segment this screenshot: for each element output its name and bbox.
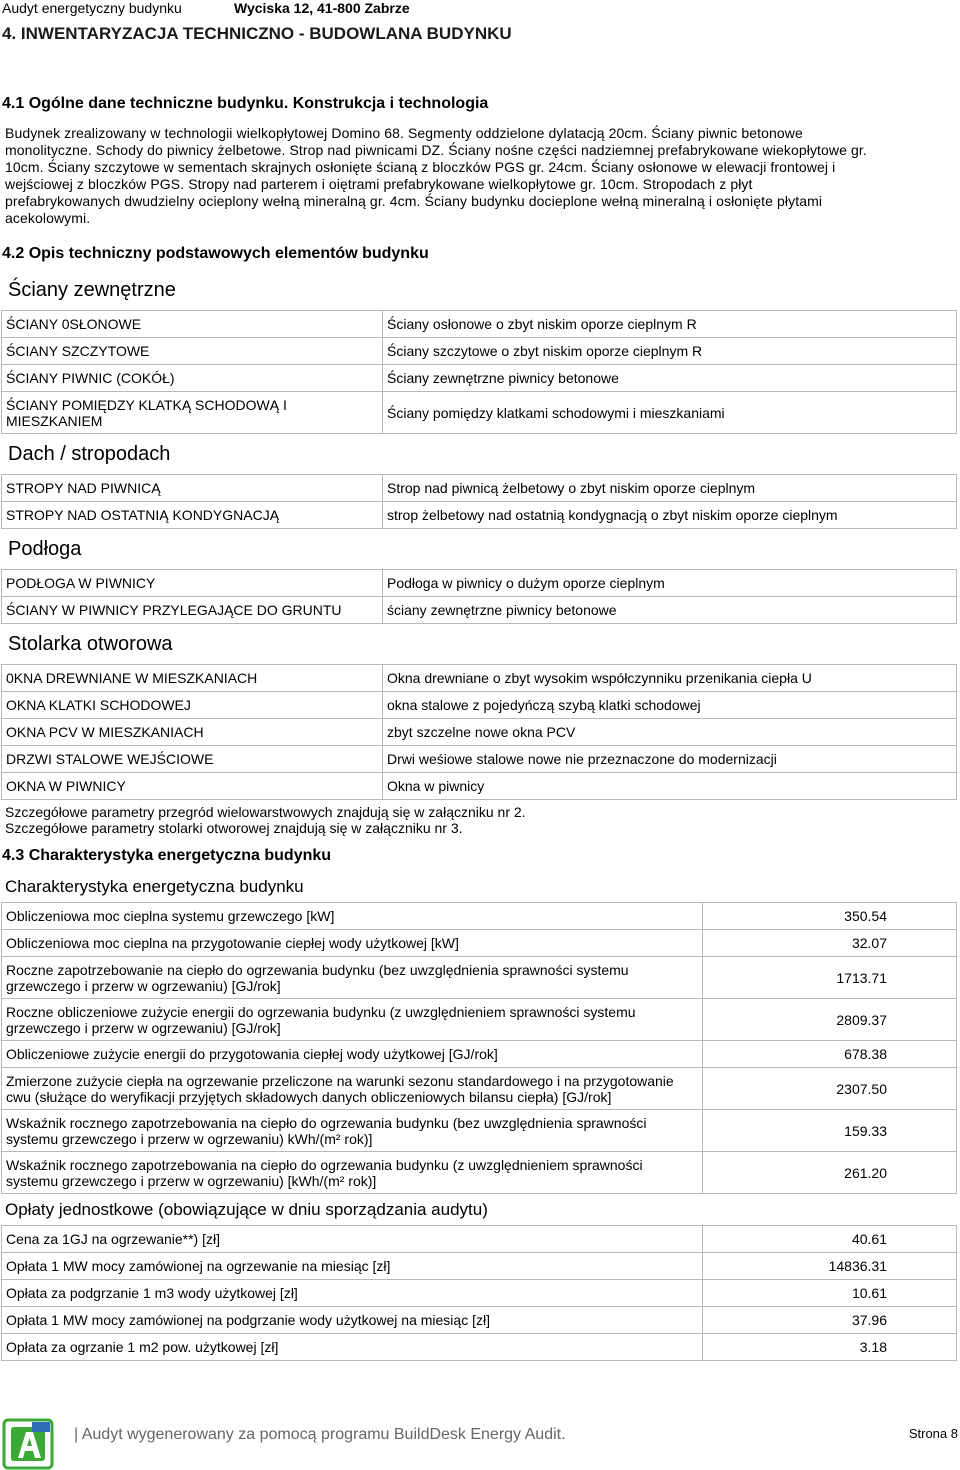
table-row: [2, 365, 957, 392]
table-row: [2, 719, 957, 746]
element-name: PODŁOGA W PIWNICY: [2, 570, 383, 597]
parameter-value: 159.33: [703, 1110, 957, 1152]
parameter-value: 2809.37: [703, 999, 957, 1041]
table-row: [2, 338, 957, 365]
header-address: Wyciska 12, 41-800 Zabrze: [234, 0, 410, 16]
parameter-label: Obliczeniowa moc cieplna systemu grzewczego [kW]: [2, 903, 703, 930]
note-line: Szczegółowe parametry stolarki otworowej znajdują się w załączniku nr 3.: [5, 820, 463, 836]
table-row: [2, 311, 957, 338]
section-4-1-text: [5, 125, 945, 227]
element-name: OKNA W PIWNICY: [2, 773, 383, 800]
roof-table: [1, 474, 957, 529]
table-row: [2, 903, 957, 930]
text-line: Budynek zrealizowany w technologii wielkopłytowej Domino 68. Segmenty oddzielone dylatacją 20cm. Ściany piwnic betonowe: [5, 125, 803, 141]
table-row: [2, 1307, 957, 1334]
parameter-value: 678.38: [703, 1041, 957, 1068]
element-name: OKNA KLATKI SCHODOWEJ: [2, 692, 383, 719]
fee-value: 40.61: [703, 1226, 957, 1253]
energy-table: [1, 902, 957, 1194]
section-4-3-title: 4.3 Charakterystyka energetyczna budynku: [2, 847, 332, 864]
element-desc: okna stalowe z pojedyńczą szybą klatki schodowej: [383, 692, 957, 719]
floor-heading: Podłoga: [8, 538, 82, 560]
table-row: [2, 1068, 957, 1110]
fee-label: Cena za 1GJ na ogrzewanie**) [zł]: [2, 1226, 703, 1253]
fees-heading: Opłaty jednostkowe (obowiązujące w dniu sporządzania audytu): [5, 1200, 488, 1219]
table-row: [2, 1152, 957, 1194]
parameter-value: 350.54: [703, 903, 957, 930]
element-desc: Ściany zewnętrzne piwnicy betonowe: [383, 365, 957, 392]
table-row: [2, 597, 957, 624]
element-desc: Okna w piwnicy: [383, 773, 957, 800]
table-row: [2, 475, 957, 502]
element-desc: Okna drewniane o zbyt wysokim współczynniku przenikania ciepła U: [383, 665, 957, 692]
element-desc: ściany zewnętrzne piwnicy betonowe: [383, 597, 957, 624]
parameter-label: Obliczeniowe zużycie energii do przygotowania ciepłej wody użytkowej [GJ/rok]: [2, 1041, 703, 1068]
element-desc: strop żelbetowy nad ostatnią kondygnacją o zbyt niskim oporze cieplnym: [383, 502, 957, 529]
fee-value: 10.61: [703, 1280, 957, 1307]
header-left: Audyt energetyczny budynku: [2, 0, 182, 16]
element-desc: zbyt szczelne nowe okna PCV: [383, 719, 957, 746]
attachment-notes: [5, 804, 526, 836]
page-title: 4. INWENTARYZACJA TECHNICZNO - BUDOWLANA BUDYNKU: [2, 24, 512, 43]
text-line: wejściowej z bloczków PGS. Stropy nad parterem i oiętrami prefabrykowane wielkopłytowe gr. 10cm. Stropodach z płyt: [5, 176, 753, 192]
element-name: STROPY NAD PIWNICĄ: [2, 475, 383, 502]
element-desc: Strop nad piwnicą żelbetowy o zbyt niskim oporze cieplnym: [383, 475, 957, 502]
walls-table: [1, 310, 957, 434]
energy-heading: Charakterystyka energetyczna budynku: [5, 877, 304, 896]
fee-value: 14836.31: [703, 1253, 957, 1280]
parameter-label: Obliczeniowa moc cieplna na przygotowanie ciepłej wody użytkowej [kW]: [2, 930, 703, 957]
footer-text: | Audyt wygenerowany za pomocą programu BuildDesk Energy Audit.: [74, 1426, 566, 1443]
table-row: [2, 1334, 957, 1361]
text-line: prefabrykowanych dwudzielny ocieplony wełną mineralną gr. 4cm. Ściany budynku docieplone wełną mineralną i osłonięte płytami: [5, 193, 823, 209]
floor-table: [1, 569, 957, 624]
element-desc: Drwi weśiowe stalowe nowe nie przeznaczone do modernizacji: [383, 746, 957, 773]
fee-label: Opłata 1 MW mocy zamówionej na ogrzewanie na miesiąc [zł]: [2, 1253, 703, 1280]
parameter-label: Roczne obliczeniowe zużycie energii do ogrzewania budynku (z uwzględnieniem sprawności systemu grzewczego i przerw w ogrzewaniu) [GJ/rok]: [2, 999, 703, 1041]
fee-label: Opłata 1 MW mocy zamówionej na podgrzanie wody użytkowej na miesiąc [zł]: [2, 1307, 703, 1334]
builddesk-logo-icon: [2, 1418, 54, 1470]
text-line: acekolowymi.: [5, 210, 91, 226]
table-row: [2, 746, 957, 773]
windows-heading: Stolarka otworowa: [8, 633, 173, 655]
table-row: [2, 1041, 957, 1068]
table-row: [2, 502, 957, 529]
table-row: [2, 692, 957, 719]
table-row: [2, 930, 957, 957]
element-name: STROPY NAD OSTATNIĄ KONDYGNACJĄ: [2, 502, 383, 529]
element-name: ŚCIANY W PIWNICY PRZYLEGAJĄCE DO GRUNTU: [2, 597, 383, 624]
text-line: 10cm. Ściany szczytowe w sementach skrajnych osłonięte ścianą z bloczków PGS gr. 24cm. Ściany osłonowe w elewacji frontowej i: [5, 159, 836, 175]
table-row: [2, 957, 957, 999]
table-row: [2, 773, 957, 800]
element-desc: Ściany osłonowe o zbyt niskim oporze cieplnym R: [383, 311, 957, 338]
parameter-label: Wskaźnik rocznego zapotrzebowania na ciepło do ogrzewania budynku (bez uwzględnienia sprawności systemu grzewczego i przerw w ogrzewaniu) kWh/(m² rok)]: [2, 1110, 703, 1152]
table-row: [2, 1253, 957, 1280]
walls-heading: Ściany zewnętrzne: [8, 279, 176, 301]
fees-table: [1, 1225, 957, 1361]
element-name: ŚCIANY PIWNIC (COKÓŁ): [2, 365, 383, 392]
parameter-label: Zmierzone zużycie ciepła na ogrzewanie przeliczone na warunki sezonu standardowego i na przygotowanie cwu (służące do weryfikacji przyjętych składowych danych obliczeniowych bilansu ciepła) [GJ/rok]: [2, 1068, 703, 1110]
element-name: 0KNA DREWNIANE W MIESZKANIACH: [2, 665, 383, 692]
parameter-value: 261.20: [703, 1152, 957, 1194]
fee-value: 37.96: [703, 1307, 957, 1334]
fee-label: Opłata za ogrzanie 1 m2 pow. użytkowej [zł]: [2, 1334, 703, 1361]
fee-label: Opłata za podgrzanie 1 m3 wody użytkowej [zł]: [2, 1280, 703, 1307]
table-row: [2, 999, 957, 1041]
parameter-value: 2307.50: [703, 1068, 957, 1110]
parameter-value: 32.07: [703, 930, 957, 957]
page-number: Strona 8: [908, 1426, 958, 1441]
roof-heading: Dach / stropodach: [8, 443, 171, 465]
text-line: monolityczne. Schody do piwnicy żelbetowe. Strop nad piwnicami DZ. Ściany nośne części nadziemnej prefabrykowane wiekopłytowe gr.: [5, 142, 867, 158]
table-row: [2, 665, 957, 692]
parameter-label: Roczne zapotrzebowanie na ciepło do ogrzewania budynku (bez uwzględnienia sprawności systemu grzewczego i przerw w ogrzewaniu) [GJ/rok]: [2, 957, 703, 999]
windows-table: [1, 664, 957, 800]
element-name: DRZWI STALOWE WEJŚCIOWE: [2, 746, 383, 773]
note-line: Szczegółowe parametry przegród wielowarstwowych znajdują się w załączniku nr 2.: [5, 804, 526, 820]
page-footer: [0, 1410, 960, 1460]
element-name: ŚCIANY POMIĘDZY KLATKĄ SCHODOWĄ I MIESZKANIEM: [2, 392, 383, 434]
element-name: ŚCIANY SZCZYTOWE: [2, 338, 383, 365]
element-desc: Ściany pomiędzy klatkami schodowymi i mieszkaniami: [383, 392, 957, 434]
table-row: [2, 1280, 957, 1307]
element-desc: Podłoga w piwnicy o dużym oporze cieplnym: [383, 570, 957, 597]
table-row: [2, 1110, 957, 1152]
element-name: ŚCIANY 0SŁONOWE: [2, 311, 383, 338]
parameter-value: 1713.71: [703, 957, 957, 999]
fee-value: 3.18: [703, 1334, 957, 1361]
section-4-2-title: 4.2 Opis techniczny podstawowych elementów budynku: [2, 245, 429, 262]
parameter-label: Wskaźnik rocznego zapotrzebowania na ciepło do ogrzewania budynku (z uwzględnieniem sprawności systemu grzewczego i przerw w ogrzewaniu) [kWh/(m² rok)]: [2, 1152, 703, 1194]
element-name: OKNA PCV W MIESZKANIACH: [2, 719, 383, 746]
table-row: [2, 570, 957, 597]
section-4-1-title: 4.1 Ogólne dane techniczne budynku. Konstrukcja i technologia: [2, 95, 489, 112]
table-row: [2, 1226, 957, 1253]
table-row: [2, 392, 957, 434]
element-desc: Ściany szczytowe o zbyt niskim oporze cieplnym R: [383, 338, 957, 365]
